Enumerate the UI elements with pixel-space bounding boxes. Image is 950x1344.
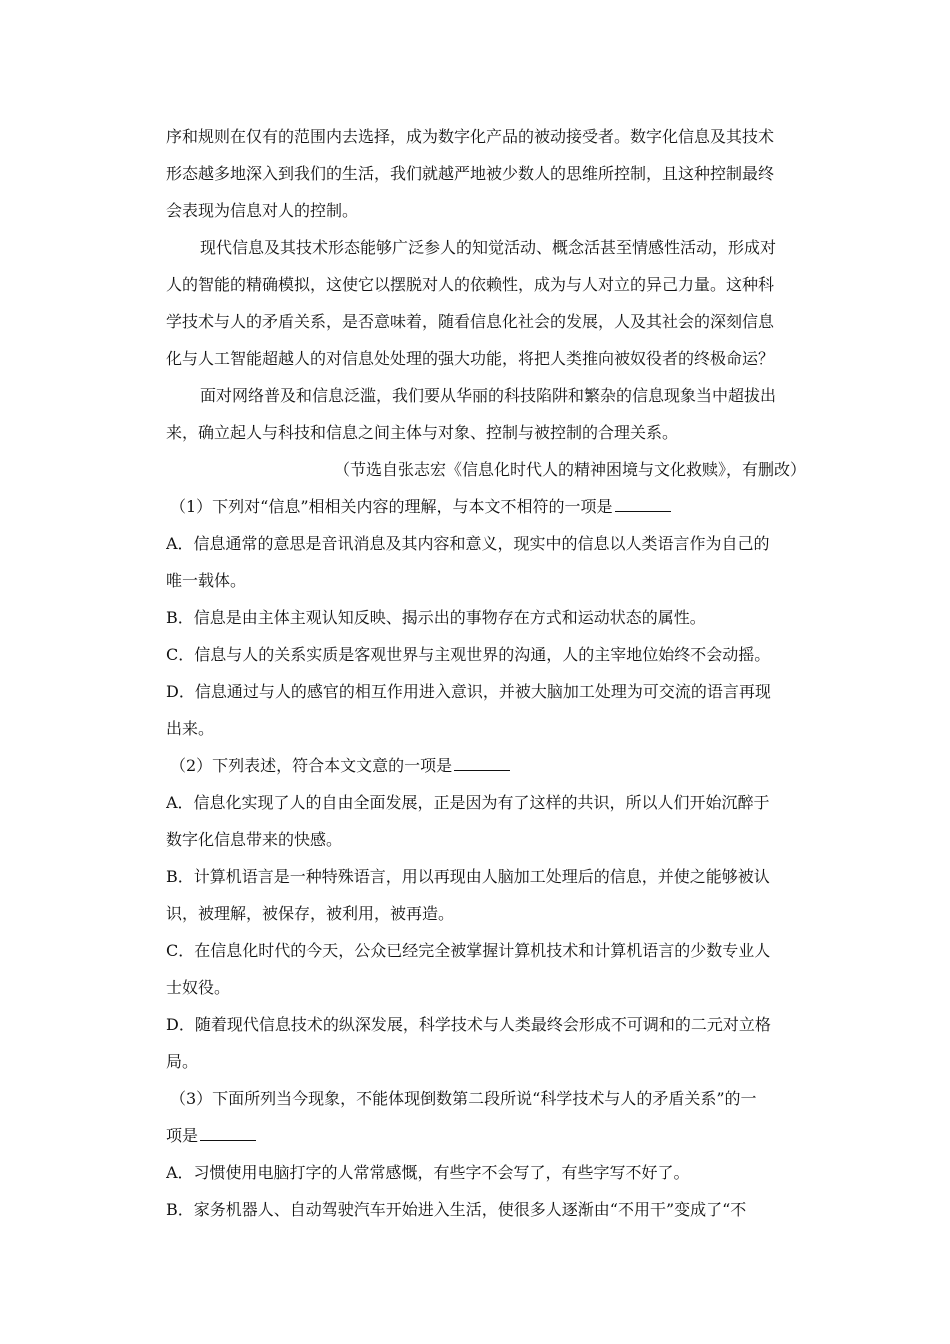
passage-line: 会表现为信息对人的控制。	[166, 201, 359, 220]
q3-option-a: A．习惯使用电脑打字的人常常感慨，有些字不会写了，有些字写不好了。	[166, 1163, 690, 1182]
question-2-text: （2）下列表述，符合本文文意的一项是	[170, 756, 453, 775]
q2-option-b-cont: 识，被理解，被保存，被利用，被再造。	[166, 904, 455, 923]
q2-option-c-cont: 士奴役。	[166, 978, 231, 997]
q1-option-a: A．信息通常的意思是音讯消息及其内容和意义，现实中的信息以人类语言作为自己的	[166, 534, 770, 553]
passage-line: 序和规则在仅有的范围内去选择，成为数字化产品的被动接受者。数字化信息及其技术	[166, 127, 775, 146]
passage-line: 面对网络普及和信息泛滥，我们要从华丽的科技陷阱和繁杂的信息现象当中超拔出	[200, 386, 777, 405]
source-citation: （节选自张志宏《信息化时代人的精神困境与文化救赎》，有删改）	[333, 460, 806, 479]
q1-option-a-cont: 唯一载体。	[166, 571, 247, 590]
answer-blank	[454, 752, 510, 771]
answer-blank	[615, 493, 671, 512]
q2-option-d: D．随着现代信息技术的纵深发展，科学技术与人类最终会形成不可调和的二元对立格	[166, 1015, 771, 1034]
answer-blank	[200, 1122, 256, 1141]
passage-line: 形态越多地深入到我们的生活，我们就越严地被少数人的思维所控制，且这种控制最终	[166, 164, 775, 183]
q1-option-d-cont: 出来。	[166, 719, 215, 738]
q2-option-c: C．在信息化时代的今天，公众已经完全被掌握计算机技术和计算机语言的少数专业人	[166, 941, 771, 960]
question-1-text: （1）下列对“信息”相相关内容的理解，与本文不相符的一项是	[170, 497, 613, 516]
question-3-stem: （3）下面所列当今现象，不能体现倒数第二段所说“科学技术与人的矛盾关系”的一	[170, 1089, 757, 1108]
question-3-stem-cont	[166, 1117, 812, 1154]
q2-option-b: B．计算机语言是一种特殊语言，用以再现由人脑加工处理后的信息，并使之能够被认	[166, 867, 770, 886]
passage-line: 人的智能的精确模拟，这使它以摆脱对人的依赖性，成为与人对立的异己力量。这种科	[166, 275, 775, 294]
q3-option-b: B．家务机器人、自动驾驶汽车开始进入生活，使很多人逐渐由“不用干”变成了“不	[166, 1200, 747, 1219]
q1-option-c: C．信息与人的关系实质是客观世界与主观世界的沟通，人的主宰地位始终不会动摇。	[166, 645, 771, 664]
q2-option-a-cont: 数字化信息带来的快感。	[166, 830, 343, 849]
question-2-stem	[166, 747, 812, 784]
question-1-stem	[166, 488, 812, 525]
passage-line: 学技术与人的矛盾关系，是否意味着，随看信息化社会的发展，人及其社会的深刻信息	[166, 312, 775, 331]
q2-option-a: A．信息化实现了人的自由全面发展，正是因为有了这样的共识，所以人们开始沉醉于	[166, 793, 770, 812]
passage-line: 化与人工智能超越人的对信息处处理的强大功能，将把人类推向被奴役者的终极命运？	[166, 349, 775, 368]
question-3-text: 项是	[166, 1126, 199, 1145]
q2-option-d-cont: 局。	[166, 1052, 199, 1071]
q1-option-d: D．信息通过与人的感官的相互作用进入意识，并被大脑加工处理为可交流的语言再现	[166, 682, 771, 701]
document-page	[166, 118, 812, 1228]
q1-option-b: B．信息是由主体主观认知反映、揭示出的事物存在方式和运动状态的属性。	[166, 608, 706, 627]
passage-line: 现代信息及其技术形态能够广泛参人的知觉活动、概念活甚至情感性活动，形成对	[200, 238, 777, 257]
passage-line: 来，确立起人与科技和信息之间主体与对象、控制与被控制的合理关系。	[166, 423, 679, 442]
